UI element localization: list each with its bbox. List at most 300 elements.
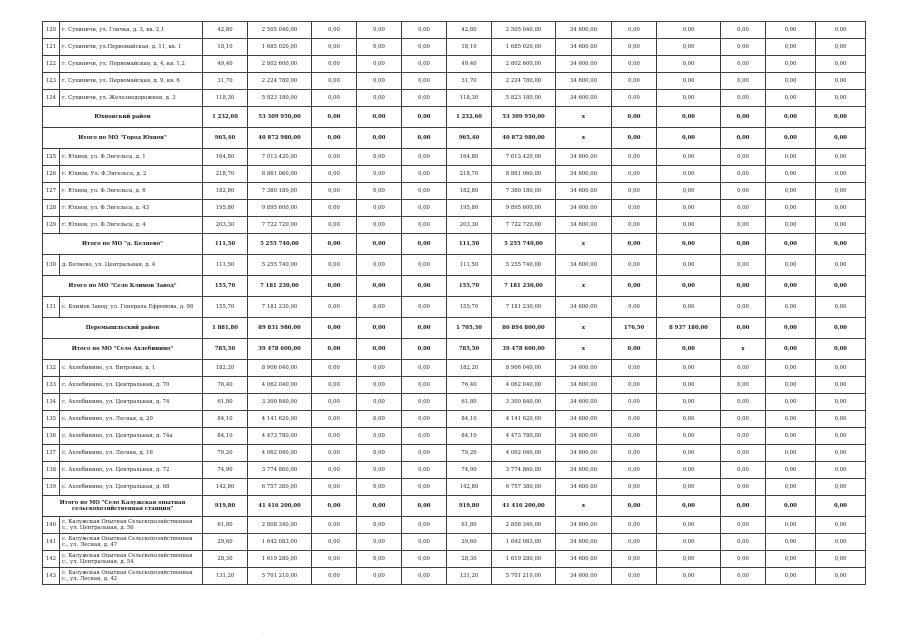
address-cell: г. Юхнов, ул. Ф.Энгельса, д. 1 (60, 149, 203, 166)
value-cell: 5 701 210,00 (492, 568, 556, 585)
value-cell: 0,00 (357, 183, 402, 200)
value-cell: 0,00 (657, 496, 721, 517)
value-cell: 203,30 (203, 217, 248, 234)
value-cell: 0,00 (766, 149, 816, 166)
value-cell: 0,00 (312, 318, 357, 339)
value-cell: 34 600,00 (556, 39, 612, 56)
value-cell: 0,00 (612, 462, 657, 479)
value-cell: 42,80 (203, 22, 248, 39)
value-cell: 0,00 (657, 90, 721, 107)
value-cell: 5 823 180,00 (492, 90, 556, 107)
value-cell: 1 685 020,00 (492, 39, 556, 56)
value-cell: x (556, 107, 612, 128)
value-cell: 0,00 (312, 411, 357, 428)
value-cell: 34 600,00 (556, 428, 612, 445)
table-row (43, 255, 866, 276)
value-cell: 0,00 (312, 462, 357, 479)
value-cell: 0,00 (721, 411, 766, 428)
value-cell: 1 642 083,00 (248, 534, 312, 551)
value-cell: 4 062 040,00 (248, 377, 312, 394)
value-cell: 0,00 (816, 56, 866, 73)
value-cell: 31,70 (447, 73, 492, 90)
value-cell: 0,00 (766, 90, 816, 107)
table-row (43, 517, 866, 534)
value-cell: 0,00 (312, 428, 357, 445)
table-row (43, 217, 866, 234)
address-cell: г. Сухиничи, ул.Первомайская, д. 11, кв. 1 (60, 39, 203, 56)
value-cell: 76,40 (203, 377, 248, 394)
value-cell: 0,00 (402, 496, 447, 517)
value-cell: 61,80 (203, 394, 248, 411)
value-cell: x (556, 339, 612, 360)
value-cell: 0,00 (402, 90, 447, 107)
value-cell: 0,00 (721, 276, 766, 297)
value-cell: 34 600,00 (556, 217, 612, 234)
subtotal-label: Перемышльский район (43, 318, 203, 339)
value-cell: 74,90 (447, 462, 492, 479)
table-row (43, 73, 866, 90)
value-cell: 0,00 (612, 183, 657, 200)
table-row (43, 90, 866, 107)
value-cell: 34 600,00 (556, 200, 612, 217)
table-row (43, 428, 866, 445)
value-cell: 0,00 (612, 217, 657, 234)
value-cell: 195,80 (203, 200, 248, 217)
value-cell: 0,00 (816, 297, 866, 318)
value-cell: 0,00 (612, 496, 657, 517)
value-cell: 0,00 (721, 255, 766, 276)
address-cell: г. Сухиничи, ул. Первомайская, д. 9, кв. 6 (60, 73, 203, 90)
value-cell: 6 757 380,00 (248, 479, 312, 496)
value-cell: 0,00 (312, 339, 357, 360)
value-cell: 0,00 (357, 517, 402, 534)
row-number: 143 (43, 568, 60, 585)
value-cell: 79,20 (447, 445, 492, 462)
value-cell: 0,00 (612, 166, 657, 183)
address-cell: с. Калужская Опытная Сельскохозяйственная с., ул. Центральная, д. 54 (60, 551, 203, 568)
address-cell: с. Климов Завод, ул. Генерала Ефремова, д. 98 (60, 297, 203, 318)
value-cell: 49,40 (203, 56, 248, 73)
row-number: 126 (43, 166, 60, 183)
value-cell: 0,00 (816, 534, 866, 551)
value-cell: 0,00 (402, 551, 447, 568)
table-body (43, 22, 866, 585)
value-cell: 7 181 230,00 (248, 297, 312, 318)
value-cell: 2 808 340,00 (248, 517, 312, 534)
value-cell: 0,00 (816, 479, 866, 496)
value-cell: 0,00 (816, 568, 866, 585)
value-cell: 0,00 (357, 339, 402, 360)
row-number: 132 (43, 360, 60, 377)
value-cell: 0,00 (312, 128, 357, 149)
address-cell: с. Ахлебинино, ул. Центральная, д. 70 (60, 377, 203, 394)
value-cell: 155,70 (447, 276, 492, 297)
value-cell: 0,00 (816, 107, 866, 128)
value-cell: 919,80 (447, 496, 492, 517)
value-cell: 2 505 040,00 (492, 22, 556, 39)
value-cell: 0,00 (312, 377, 357, 394)
value-cell: 2 224 780,00 (248, 73, 312, 90)
subtotal-row (43, 496, 866, 517)
value-cell: 0,00 (612, 534, 657, 551)
value-cell: 0,00 (402, 39, 447, 56)
value-cell: 0,00 (357, 297, 402, 318)
value-cell: 0,00 (721, 377, 766, 394)
value-cell: 2 224 780,00 (492, 73, 556, 90)
address-cell: с. Ахлебинино, ул. Лесная, д. 16 (60, 445, 203, 462)
table-row (43, 297, 866, 318)
table-row (43, 411, 866, 428)
value-cell: 0,00 (402, 339, 447, 360)
address-cell: д. Беляево, ул. Центральная, д. 4 (60, 255, 203, 276)
value-cell: 0,00 (612, 107, 657, 128)
value-cell: 4 141 620,00 (492, 411, 556, 428)
address-cell: г. Юхнов, Ул. Ф.Энгельса, д. 2 (60, 166, 203, 183)
value-cell: 74,90 (203, 462, 248, 479)
value-cell: 0,00 (357, 496, 402, 517)
address-cell: с. Ахлебинино, ул. Центральная, д. 74 (60, 394, 203, 411)
row-number: 131 (43, 297, 60, 318)
table-row (43, 56, 866, 73)
address-cell: с. Калужская Опытная Сельскохозяйственная с., ул. Лесная, д. 47 (60, 534, 203, 551)
value-cell: 6 757 380,00 (492, 479, 556, 496)
value-cell: 0,00 (766, 200, 816, 217)
value-cell: 0,00 (721, 318, 766, 339)
row-number: 130 (43, 255, 60, 276)
value-cell: 0,00 (312, 73, 357, 90)
value-cell: 34 600,00 (556, 255, 612, 276)
value-cell: 0,00 (766, 73, 816, 90)
value-cell: 0,00 (357, 90, 402, 107)
value-cell: 1 705,30 (447, 318, 492, 339)
value-cell: 131,20 (447, 568, 492, 585)
value-cell: 0,00 (312, 276, 357, 297)
value-cell: 0,00 (766, 551, 816, 568)
value-cell: 0,00 (402, 255, 447, 276)
value-cell: 0,00 (402, 534, 447, 551)
row-number: 141 (43, 534, 60, 551)
value-cell: 0,00 (612, 479, 657, 496)
address-cell: с. Ахлебинино, ул. Витровая, д. 1 (60, 360, 203, 377)
value-cell: 4 062 040,00 (492, 377, 556, 394)
value-cell: 1 619 280,00 (248, 551, 312, 568)
value-cell: 31,70 (203, 73, 248, 90)
value-cell: 0,00 (766, 107, 816, 128)
value-cell: 0,00 (657, 39, 721, 56)
address-cell: с. Калужская Опытная Сельскохозяйственная с., ул. Центральная, д. 56 (60, 517, 203, 534)
value-cell: 29,60 (203, 534, 248, 551)
value-cell: 0,00 (312, 568, 357, 585)
value-cell: 4 141 620,00 (248, 411, 312, 428)
value-cell: 0,00 (312, 255, 357, 276)
value-cell: 53 309 950,00 (492, 107, 556, 128)
value-cell: 0,00 (721, 394, 766, 411)
value-cell: 0,00 (816, 496, 866, 517)
value-cell: 8 906 040,00 (248, 360, 312, 377)
value-cell: 0,00 (816, 128, 866, 149)
value-cell: 3 300 840,00 (248, 394, 312, 411)
value-cell: 0,00 (402, 22, 447, 39)
value-cell: 0,00 (816, 73, 866, 90)
value-cell: 8 861 060,00 (248, 166, 312, 183)
value-cell: 5 255 740,00 (248, 255, 312, 276)
value-cell: 0,00 (657, 128, 721, 149)
value-cell: 61,80 (203, 517, 248, 534)
row-number: 136 (43, 428, 60, 445)
row-number: 120 (43, 22, 60, 39)
row-number: 142 (43, 551, 60, 568)
value-cell: 965,40 (203, 128, 248, 149)
value-cell: 0,00 (721, 166, 766, 183)
subtotal-row (43, 318, 866, 339)
value-cell: 34 600,00 (556, 90, 612, 107)
value-cell: 182,20 (447, 360, 492, 377)
value-cell: 0,00 (766, 496, 816, 517)
row-number: 123 (43, 73, 60, 90)
value-cell: 34 600,00 (556, 445, 612, 462)
value-cell: 0,00 (657, 462, 721, 479)
value-cell: 0,00 (721, 22, 766, 39)
subtotal-row (43, 276, 866, 297)
value-cell: 34 600,00 (556, 149, 612, 166)
table-row (43, 183, 866, 200)
value-cell: 34 600,00 (556, 297, 612, 318)
value-cell: 0,00 (357, 128, 402, 149)
subtotal-row (43, 128, 866, 149)
value-cell: 42,80 (447, 22, 492, 39)
value-cell: 0,00 (312, 183, 357, 200)
value-cell: 1 232,60 (447, 107, 492, 128)
value-cell: 34 600,00 (556, 377, 612, 394)
subtotal-label: Итого по МО "Село Климов Завод" (43, 276, 203, 297)
value-cell: 84,10 (203, 428, 248, 445)
value-cell: 34 600,00 (556, 517, 612, 534)
value-cell: 0,00 (357, 255, 402, 276)
value-cell: 0,00 (357, 56, 402, 73)
value-cell: 118,30 (203, 90, 248, 107)
value-cell: 118,30 (447, 90, 492, 107)
value-cell: 0,00 (766, 568, 816, 585)
value-cell: 0,00 (721, 107, 766, 128)
row-number: 124 (43, 90, 60, 107)
value-cell: 0,00 (657, 73, 721, 90)
value-cell: 0,00 (612, 445, 657, 462)
value-cell: 8 861 060,00 (492, 166, 556, 183)
value-cell: 3 300 840,00 (492, 394, 556, 411)
value-cell: 18,10 (447, 39, 492, 56)
value-cell: 7 181 230,00 (248, 276, 312, 297)
value-cell: 0,00 (402, 568, 447, 585)
value-cell: 0,00 (766, 318, 816, 339)
value-cell: 34 600,00 (556, 534, 612, 551)
value-cell: 0,00 (766, 183, 816, 200)
value-cell: 5 255 740,00 (492, 234, 556, 255)
value-cell: 0,00 (657, 377, 721, 394)
value-cell: 0,00 (612, 517, 657, 534)
value-cell: 0,00 (657, 339, 721, 360)
value-cell: 131,20 (203, 568, 248, 585)
value-cell: 0,00 (312, 496, 357, 517)
table-row (43, 551, 866, 568)
value-cell: 0,00 (721, 445, 766, 462)
value-cell: 0,00 (721, 234, 766, 255)
row-number: 135 (43, 411, 60, 428)
value-cell: 61,80 (447, 517, 492, 534)
value-cell: 0,00 (402, 73, 447, 90)
value-cell: 0,00 (816, 166, 866, 183)
value-cell: 28,30 (447, 551, 492, 568)
table-row (43, 479, 866, 496)
value-cell: 155,70 (203, 276, 248, 297)
value-cell: 0,00 (402, 479, 447, 496)
address-cell: г. Сухиничи, ул. Железнодорожная, д. 3 (60, 90, 203, 107)
value-cell: 0,00 (657, 411, 721, 428)
value-cell: 34 600,00 (556, 56, 612, 73)
subtotal-label: Юхновский район (43, 107, 203, 128)
value-cell: 61,80 (447, 394, 492, 411)
value-cell: 0,00 (816, 462, 866, 479)
value-cell: 0,00 (657, 551, 721, 568)
value-cell: 0,00 (816, 517, 866, 534)
value-cell: x (556, 128, 612, 149)
address-cell: г. Сухиничи, ул. Первомайская, д. 4, кв. 1,2 (60, 56, 203, 73)
value-cell: 0,00 (766, 217, 816, 234)
value-cell: 49,40 (447, 56, 492, 73)
value-cell: 195,80 (447, 200, 492, 217)
value-cell: 0,00 (766, 297, 816, 318)
address-cell: г. Юхнов, ул. Ф.Энгельса, д. 6 (60, 183, 203, 200)
value-cell: 0,00 (766, 534, 816, 551)
value-cell: 0,00 (766, 445, 816, 462)
value-cell: 0,00 (402, 411, 447, 428)
subtotal-row (43, 339, 866, 360)
value-cell: 0,00 (816, 318, 866, 339)
value-cell: 0,00 (402, 166, 447, 183)
value-cell: 2 808 340,00 (492, 517, 556, 534)
value-cell: 0,00 (357, 360, 402, 377)
value-cell: 0,00 (402, 56, 447, 73)
value-cell: 7 722 720,00 (248, 217, 312, 234)
value-cell: 0,00 (657, 234, 721, 255)
value-cell: 0,00 (657, 56, 721, 73)
value-cell: 218,70 (447, 166, 492, 183)
value-cell: 8 906 040,00 (492, 360, 556, 377)
value-cell: 9 895 600,00 (248, 200, 312, 217)
value-cell: 0,00 (721, 297, 766, 318)
value-cell: 84,10 (203, 411, 248, 428)
value-cell: 0,00 (612, 200, 657, 217)
value-cell: 0,00 (721, 428, 766, 445)
subtotal-label: Итого по МО "Село Калужская опытная сельскохозяйственная станция" (43, 496, 203, 517)
table-row (43, 360, 866, 377)
value-cell: 84,10 (447, 411, 492, 428)
value-cell: 0,00 (312, 551, 357, 568)
value-cell: 0,00 (721, 183, 766, 200)
value-cell: 0,00 (766, 128, 816, 149)
value-cell: 7 181 230,00 (492, 276, 556, 297)
value-cell: 0,00 (816, 200, 866, 217)
value-cell: 0,00 (357, 445, 402, 462)
value-cell: 0,00 (657, 517, 721, 534)
value-cell: 3 774 860,00 (492, 462, 556, 479)
value-cell: 41 416 200,00 (248, 496, 312, 517)
value-cell: 0,00 (357, 73, 402, 90)
value-cell: 164,80 (447, 149, 492, 166)
value-cell: x (721, 339, 766, 360)
value-cell: 111,50 (447, 255, 492, 276)
footer-mark: · (262, 632, 264, 638)
value-cell: 0,00 (766, 517, 816, 534)
value-cell: 0,00 (721, 479, 766, 496)
value-cell: 39 478 600,00 (492, 339, 556, 360)
table-row (43, 200, 866, 217)
value-cell: x (556, 234, 612, 255)
value-cell: 0,00 (721, 568, 766, 585)
value-cell: 0,00 (402, 394, 447, 411)
value-cell: 0,00 (766, 479, 816, 496)
value-cell: 0,00 (721, 462, 766, 479)
value-cell: 34 600,00 (556, 360, 612, 377)
value-cell: 0,00 (357, 107, 402, 128)
value-cell: 965,40 (447, 128, 492, 149)
value-cell: 34 600,00 (556, 183, 612, 200)
value-cell: 0,00 (657, 217, 721, 234)
value-cell: 0,00 (766, 166, 816, 183)
value-cell: 2 802 600,00 (492, 56, 556, 73)
value-cell: 0,00 (357, 377, 402, 394)
value-cell: 0,00 (612, 73, 657, 90)
subtotal-row (43, 234, 866, 255)
value-cell: 0,00 (816, 183, 866, 200)
value-cell: 7 013 420,00 (492, 149, 556, 166)
table-row (43, 22, 866, 39)
row-number: 125 (43, 149, 60, 166)
address-cell: с. Ахлебинино, ул. Центральная, д. 68 (60, 479, 203, 496)
value-cell: 0,00 (612, 276, 657, 297)
value-cell: 34 600,00 (556, 462, 612, 479)
value-cell: 40 872 980,00 (492, 128, 556, 149)
value-cell: 34 600,00 (556, 73, 612, 90)
value-cell: 0,00 (657, 394, 721, 411)
value-cell: 0,00 (612, 551, 657, 568)
value-cell: 0,00 (402, 149, 447, 166)
value-cell: 0,00 (312, 56, 357, 73)
value-cell: 0,00 (612, 149, 657, 166)
value-cell: 0,00 (766, 411, 816, 428)
value-cell: 0,00 (312, 149, 357, 166)
value-cell: 39 478 600,00 (248, 339, 312, 360)
row-number: 127 (43, 183, 60, 200)
value-cell: 0,00 (816, 234, 866, 255)
value-cell: 0,00 (612, 39, 657, 56)
value-cell: 0,00 (721, 551, 766, 568)
value-cell: 0,00 (357, 551, 402, 568)
row-number: 128 (43, 200, 60, 217)
value-cell: 0,00 (312, 217, 357, 234)
value-cell: 53 309 950,00 (248, 107, 312, 128)
value-cell: 919,80 (203, 496, 248, 517)
value-cell: 0,00 (721, 128, 766, 149)
value-cell: 0,00 (402, 297, 447, 318)
value-cell: 0,00 (612, 568, 657, 585)
value-cell: 0,00 (657, 166, 721, 183)
value-cell: 5 823 180,00 (248, 90, 312, 107)
value-cell: 0,00 (312, 90, 357, 107)
value-cell: 89 831 980,00 (248, 318, 312, 339)
value-cell: 0,00 (612, 56, 657, 73)
value-cell: 1 232,60 (203, 107, 248, 128)
value-cell: 34 600,00 (556, 394, 612, 411)
